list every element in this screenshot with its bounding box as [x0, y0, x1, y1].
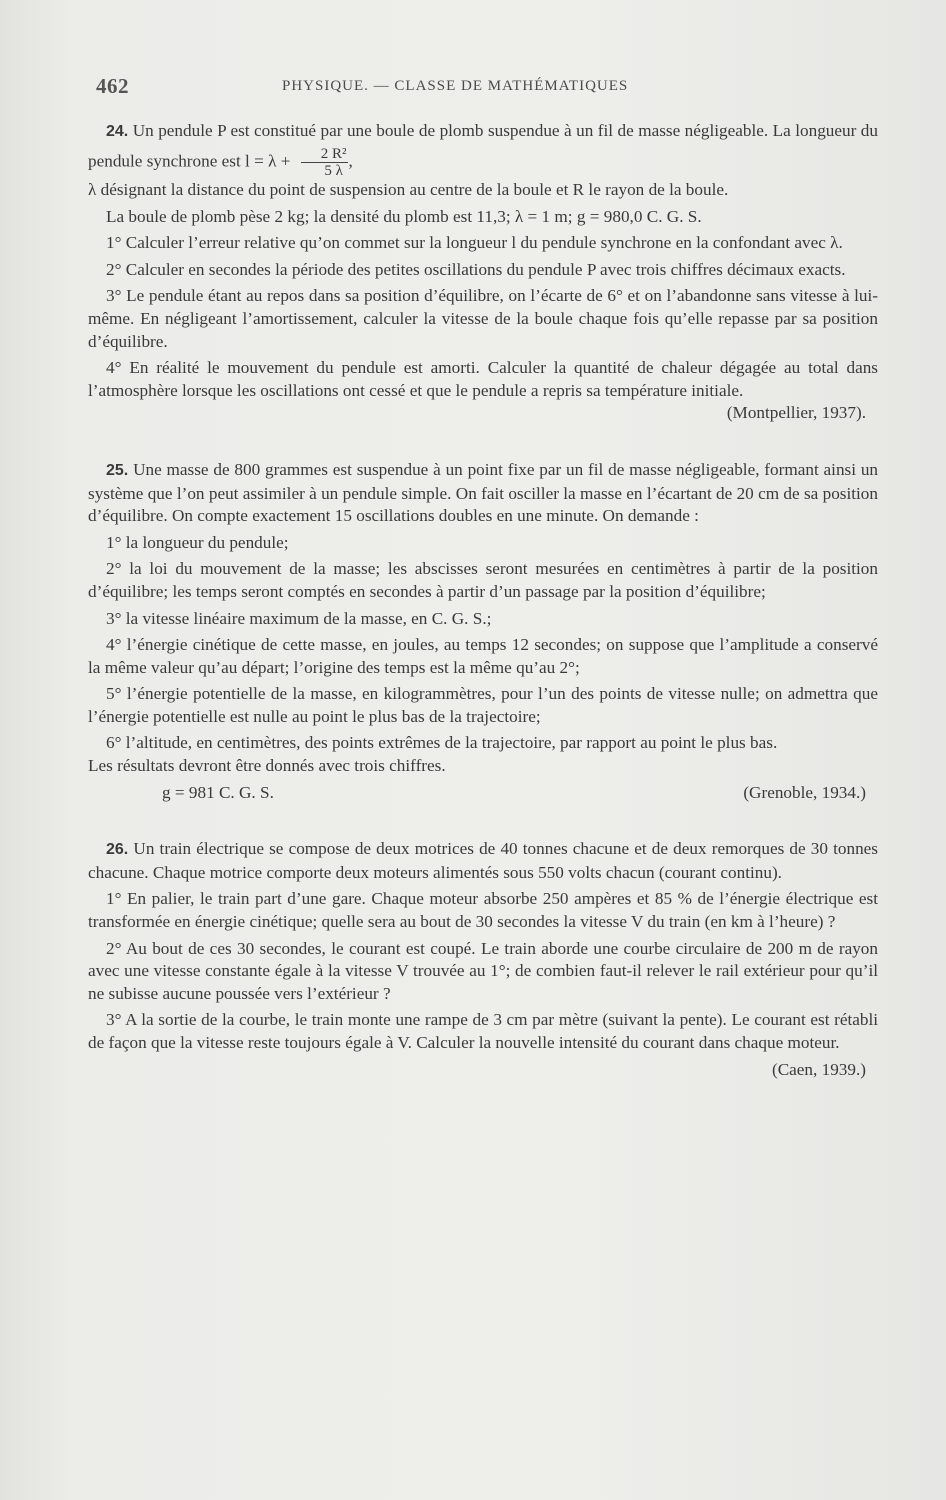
problem-25-q2: 2° la loi du mouvement de la masse; les abscisses seront mesurées en centimètres à partir de la position d’équilibre; les temps seront comptés en secondes à partir d’un passage par la position d’équilibre; — [88, 559, 878, 601]
problem-24-statement — [88, 117, 878, 179]
page-header — [96, 74, 866, 100]
formula-comma: , — [348, 151, 353, 171]
problem-24-source: (Montpellier, 1937). — [726, 403, 866, 423]
problem-number: 24. — [106, 123, 129, 140]
problem-25-q1: 1° la longueur du pendule; — [106, 532, 289, 552]
problem-26-statement — [88, 838, 878, 884]
page-content — [88, 117, 878, 1081]
problem-24-q3: 3° Le pendule étant au repos dans sa position d’équilibre, on l’écarte de 6° et on l’abandonne sans vitesse à lui-même. En négligeant l’amortissement, calculer la vitesse de la boule chaque fois qu’elle repasse par sa position d’équilibre. — [88, 286, 878, 351]
page-number: 462 — [96, 74, 129, 98]
problem-25-statement — [88, 459, 878, 528]
problem-26 — [88, 838, 878, 1081]
fraction-denominator: 5 λ — [324, 163, 343, 179]
problem-25-g-value: g = 981 C. G. S. — [162, 782, 274, 802]
problem-25-q3: 3° la vitesse linéaire maximum de la masse, en C. G. S.; — [106, 608, 492, 628]
problem-25-note: Les résultats devront être donnés avec trois chiffres. — [88, 756, 446, 776]
problem-25-q6: 6° l’altitude, en centimètres, des points extrêmes de la trajectoire, par rapport au point le plus bas. — [106, 733, 778, 753]
problem-26-text: Un train électrique se compose de deux motrices de 40 tonnes chacune et de deux remorques de 30 tonnes chacune. Chaque motrice comporte deux moteurs alimentés sous 550 volts chacun (courant continu). — [88, 839, 878, 882]
problem-24-p2: λ désignant la distance du point de suspension au centre de la boule et R le rayon de la boule. — [88, 180, 729, 199]
problem-25-text: Une masse de 800 grammes est suspendue à un point fixe par un fil de masse négligeable, formant ainsi un système que l’on peut assimiler à un pendule simple. On fait osciller la masse en l’écartant de 20 cm de sa position d’équilibre. On compte exactement 15 oscillations doubles en une minute. On demande : — [88, 459, 879, 526]
problem-25-source: (Grenoble, 1934.) — [743, 782, 866, 802]
problem-24 — [88, 117, 878, 425]
problem-25 — [88, 459, 878, 804]
problem-24-p3: La boule de plomb pèse 2 kg; la densité du plomb est 11,3; λ = 1 m; g = 980,0 C. G. S. — [106, 206, 702, 226]
problem-26-q1: 1° En palier, le train part d’une gare. Chaque moteur absorbe 250 ampères et 85 % de l’énergie électrique est transformée en énergie cinétique; quelle sera au bout de 30 secondes la vitesse V du train (en km à l’heure) ? — [88, 889, 878, 932]
problem-number: 26. — [106, 841, 129, 859]
problem-26-source: (Caen, 1939.) — [771, 1059, 866, 1079]
fraction-numerator: 2 R² — [301, 146, 349, 163]
problem-26-q2: 2° Au bout de ces 30 secondes, le courant est coupé. Le train aborde une courbe circulaire de 200 m de rayon avec une vitesse constante égale à la vitesse V trouvée au 1°; de combien faut-il relever le rail extérieur pour qu’il ne subisse aucune poussée vers l’extérieur ? — [88, 938, 878, 1003]
problem-25-q4: 4° l’énergie cinétique de cette masse, en joules, au temps 12 secondes; on suppose que l’amplitude a conservé la même valeur qu’au départ; l’origine des temps est la même qu’au 2°; — [88, 635, 878, 677]
problem-24-q1: 1° Calculer l’erreur relative qu’on commet sur la longueur l du pendule synchrone en la confondant avec λ. — [106, 233, 843, 253]
problem-24-q2: 2° Calculer en secondes la période des petites oscillations du pendule P avec trois chiffres décimaux exacts. — [106, 259, 846, 279]
problem-26-q3: 3° A la sortie de la courbe, le train monte une rampe de 3 cm par mètre (suivant la pente). Le courant est rétabli de façon que la vitesse reste toujours égale à V. Calculer la nouvelle intensité du courant dans chaque moteur. — [88, 1010, 878, 1052]
running-title: PHYSIQUE. — CLASSE DE MATHÉMATIQUES — [282, 78, 629, 94]
problem-number: 25. — [106, 461, 129, 479]
problem-24-q4: 4° En réalité le mouvement du pendule est amorti. Calculer la quantité de chaleur dégagée au total dans l’atmosphère lorsque les oscillations ont cessé et que le pendule a repris sa température initiale. — [88, 358, 878, 400]
problem-24-text: Un pendule P est constitué par une boule de plomb suspendue à un fil de masse négligeable. La longueur du pendule synchrone est l = λ + — [88, 121, 878, 171]
problem-25-q5: 5° l’énergie potentielle de la masse, en kilogrammètres, pour l’un des points de vitesse nulle; on admettra que l’énergie potentielle est nulle au point le plus bas de la trajectoire; — [88, 684, 878, 726]
fraction-formula — [301, 146, 349, 179]
